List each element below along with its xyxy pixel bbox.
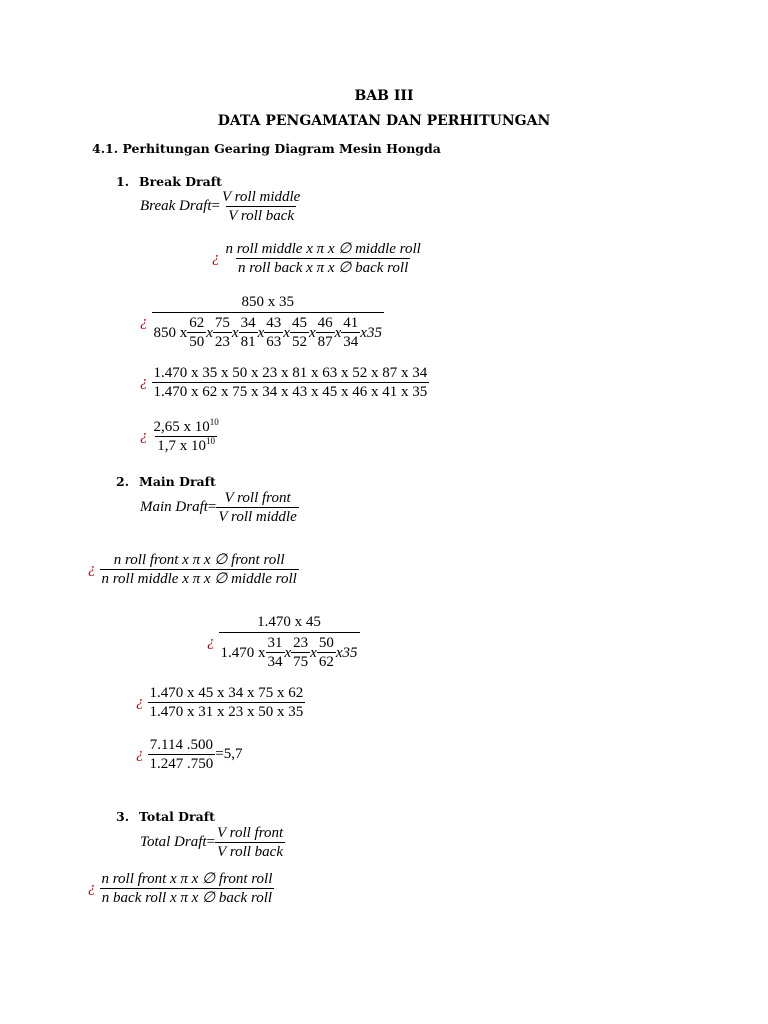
ratio-fraction [239,315,258,350]
main-draft-formula [140,490,299,525]
main-draft-step-2 [88,552,299,587]
ratio-fraction [317,635,336,670]
section-heading: 4.1. Perhitungan Gearing Diagram Mesin Hongda [92,141,441,156]
times-sign: x [206,324,213,341]
ratio-denominator: 34 [267,654,283,670]
denominator: V roll back [228,208,295,224]
numerator: V roll front [224,490,291,506]
ratio-fraction [213,315,232,350]
formula-lhs: Main Draft [140,499,208,515]
denominator: 1.247 .750 [149,756,214,772]
times-sign: x [308,324,316,341]
times-sign: x [231,324,239,341]
denominator: 1.470 x 31 x 23 x 50 x 35 [149,704,304,720]
numerator: V roll front [217,825,284,841]
denominator: V roll middle [218,509,297,525]
ratio-denominator: 52 [291,334,307,350]
ratio-denominator: 34 [343,334,359,350]
fraction [148,737,216,772]
numerator: 1.470 x 45 x 34 x 75 x 62 [149,685,304,701]
numerator: V roll middle [221,189,301,205]
item-main-draft [116,474,216,489]
step-marker: ¿ [207,633,215,650]
item-break-draft [116,174,222,189]
times-sign: x [284,644,292,661]
ratio-denominator: 23 [214,334,230,350]
ratio-numerator: 50 [318,635,334,651]
fraction [216,490,298,525]
denominator: n back roll x π x ∅ back roll [101,890,273,906]
step-marker: ¿ [140,374,148,390]
numerator-exponent: 10 [209,417,219,427]
ratio-fraction [291,635,310,670]
ratio-denominator: 62 [318,654,334,670]
ratio-denominator: 87 [317,334,333,350]
numerator: n roll middle x π x ∅ middle roll [225,241,421,257]
numerator: 1.470 x 35 x 50 x 23 x 81 x 63 x 52 x 87 x 34 [153,365,428,381]
fraction [220,189,302,224]
main-draft-step-5 [136,737,242,772]
denominator: V roll back [217,844,283,860]
step-marker: ¿ [140,313,148,330]
denominator [152,312,384,350]
times-sign: x [310,644,317,661]
equals-sign: = [206,834,216,850]
fraction [100,871,275,906]
formula-lhs: Break Draft [140,198,212,214]
fraction [215,825,285,860]
denominator [155,436,217,454]
item-label: Total Draft [139,809,215,824]
main-draft-step-4 [136,685,305,720]
denominator-base: 1,7 x 10 [157,438,206,454]
numerator: 850 x 35 [241,294,294,310]
chapter-title: BAB III [354,88,414,104]
break-draft-formula [140,189,302,224]
item-number: 2. [116,474,130,489]
step-marker: ¿ [88,880,96,896]
denominator-prefix: 1.470 x [220,644,266,661]
denominator-suffix: x35 [335,644,358,661]
numerator: n roll front x π x ∅ front roll [113,552,285,568]
times-sign: x [257,324,265,341]
ratio-fraction [316,315,335,350]
ratio-fraction [290,315,309,350]
ratio-fraction [341,315,360,350]
ratio-numerator: 31 [267,635,283,651]
ratio-numerator: 23 [293,635,309,651]
ratio-numerator: 43 [266,315,282,331]
numerator: 7.114 .500 [149,737,213,753]
fraction [148,685,306,720]
equals-sign: = [207,499,217,515]
result-value: =5,7 [215,746,243,762]
step-marker: ¿ [136,746,144,762]
item-label: Break Draft [139,174,222,189]
item-number: 1. [116,174,130,189]
break-draft-step-4 [140,365,429,400]
ratio-denominator: 81 [240,334,256,350]
ratio-numerator: 34 [240,315,256,331]
numerator: 1.470 x 45 [257,614,321,630]
denominator-prefix: 850 x [153,324,188,341]
fraction [224,241,423,276]
numerator [152,419,221,436]
fraction [219,614,360,670]
item-label: Main Draft [139,474,216,489]
ratio-denominator: 75 [293,654,309,670]
equals-sign: = [211,198,220,214]
total-draft-formula [140,825,285,860]
ratio-fraction [266,635,285,670]
ratio-numerator: 41 [343,315,359,331]
ratio-fraction [187,315,206,350]
numerator: n roll front x π x ∅ front roll [101,871,273,887]
ratio-denominator: 63 [266,334,282,350]
fraction [100,552,299,587]
times-sign: x [283,324,290,341]
denominator-exponent: 10 [206,436,215,446]
denominator-suffix: x35 [360,324,382,341]
item-total-draft [116,809,215,824]
ratio-fraction [264,315,283,350]
ratio-numerator: 45 [291,315,307,331]
fraction [152,365,430,400]
ratio-numerator: 62 [189,315,205,331]
denominator: n roll back x π x ∅ back roll [238,260,409,276]
step-marker: ¿ [136,694,144,710]
ratio-numerator: 75 [214,315,230,331]
break-draft-step-2 [212,241,423,276]
document-title: DATA PENGAMATAN DAN PERHITUNGAN [217,113,551,129]
fraction [152,294,384,350]
denominator: n roll middle x π x ∅ middle roll [101,571,297,587]
denominator: 1.470 x 62 x 75 x 34 x 43 x 45 x 46 x 41 x 35 [153,384,428,400]
step-marker: ¿ [88,561,96,577]
item-number: 3. [116,809,130,824]
numerator-base: 2,65 x 10 [153,419,210,435]
denominator [219,632,360,670]
total-draft-step-2 [88,871,274,906]
formula-lhs: Total Draft [140,834,207,850]
times-sign: x [334,324,342,341]
ratio-denominator: 50 [189,334,205,350]
main-draft-step-3 [207,614,360,670]
step-marker: ¿ [140,428,148,444]
ratio-numerator: 46 [317,315,333,331]
break-draft-step-3 [140,294,384,350]
break-draft-step-5 [140,419,221,454]
fraction [152,419,221,454]
step-marker: ¿ [212,250,220,266]
